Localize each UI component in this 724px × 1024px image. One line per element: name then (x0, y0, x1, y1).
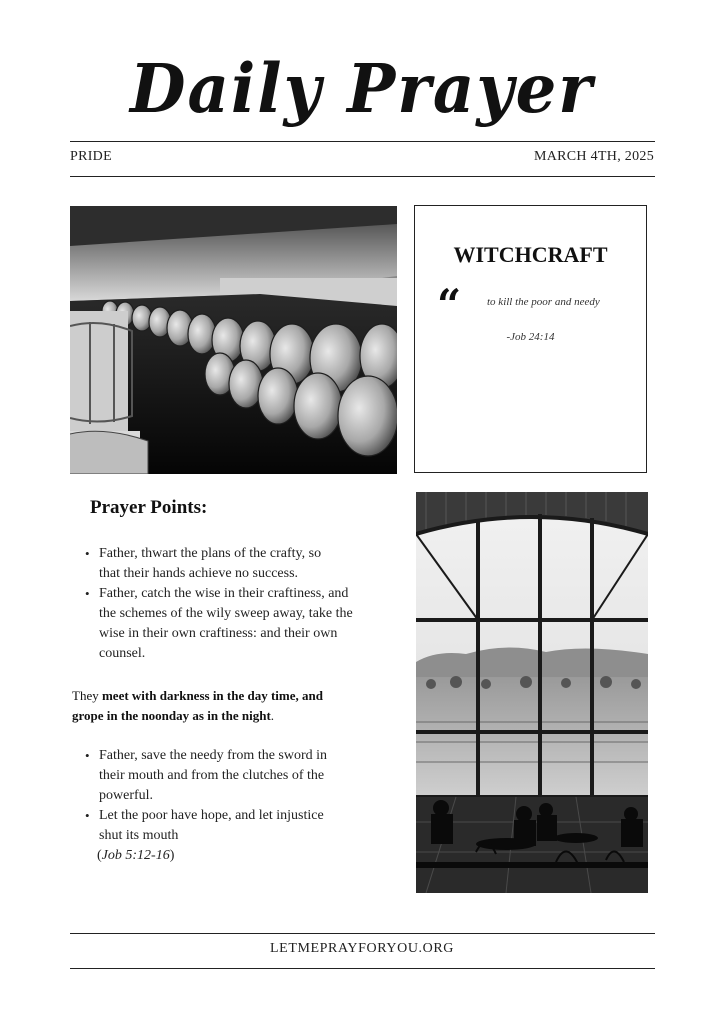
list-item-line: their mouth and from the clutches of the (99, 768, 325, 783)
list-item-line: Let the poor have hope, and let injustice (99, 808, 324, 823)
page-title: Daily Prayer (130, 50, 594, 129)
footer-site-link[interactable]: LETMEPRAYFORYOU.ORG (270, 941, 454, 956)
verse-lead: They (72, 688, 102, 703)
scripture-reference (97, 848, 174, 864)
list-item-line: the schemes of the wily sweep away, take the (99, 606, 353, 621)
list-item (85, 584, 385, 664)
verse-tail: . (270, 708, 275, 723)
prayer-list-first (85, 544, 385, 664)
scripture-verse (72, 686, 372, 726)
quote-title: WITCHCRAFT (453, 242, 608, 267)
prayer-points-heading: Prayer Points: (90, 497, 208, 518)
list-item-line: counsel. (99, 646, 146, 661)
wine-barrels-photo (70, 206, 397, 474)
list-item-line: Father, catch the wise in their craftiness, and (99, 586, 349, 601)
vineyard-window-photo (416, 492, 648, 893)
reference-open-paren: ( (97, 848, 102, 863)
footer-rule-top (70, 933, 655, 934)
header-rule-top (70, 141, 655, 142)
list-item-line: shut its mouth (99, 828, 179, 843)
date-label: MARCH 4TH, 2025 (533, 149, 654, 164)
prayer-list-second (85, 746, 385, 846)
quote-text: to kill the poor and needy (487, 296, 600, 308)
verse-bold-line: grope in the noonday as in the night (72, 708, 271, 723)
footer-rule-bottom (70, 968, 655, 969)
topic-label: PRIDE (70, 149, 112, 164)
list-item (85, 746, 385, 806)
list-item-line: Father, thwart the plans of the crafty, so (99, 546, 322, 561)
quote-mark-icon: “ (437, 280, 462, 329)
header-rule-bottom (70, 176, 655, 177)
quote-reference: -Job 24:14 (506, 331, 555, 343)
list-item-line: that their hands achieve no success. (99, 566, 299, 581)
reference-close-paren: ) (169, 848, 175, 863)
list-item-line: wise in their own craftiness: and their own (99, 626, 338, 641)
list-item (85, 544, 385, 584)
list-item (85, 806, 385, 846)
list-item-line: powerful. (99, 788, 154, 803)
list-item-line: Father, save the needy from the sword in (99, 748, 328, 763)
verse-bold-line: meet with darkness in the day time, and (101, 688, 323, 703)
reference-citation: Job 5:12-16 (101, 848, 170, 863)
quote-card (414, 205, 647, 473)
